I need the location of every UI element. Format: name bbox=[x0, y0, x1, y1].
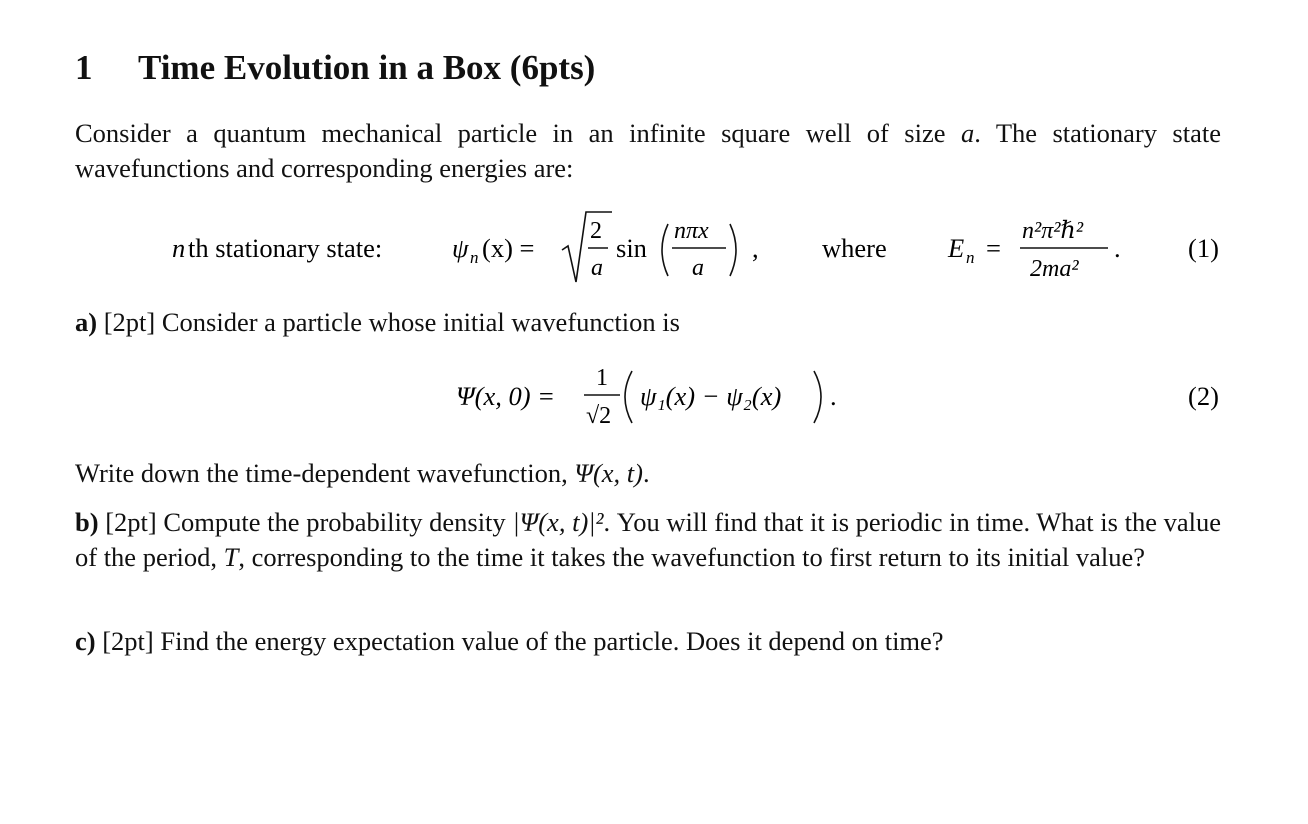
part-c-line bbox=[75, 624, 944, 659]
part-b-points: [2pt] bbox=[105, 507, 157, 537]
intro-paragraph bbox=[75, 116, 1221, 186]
eq1-psi-sub: n bbox=[470, 248, 479, 267]
sqrt-sign bbox=[562, 212, 612, 282]
eq2-lhs: Ψ(x, 0) = bbox=[456, 381, 556, 411]
eq1-label-n: n bbox=[172, 233, 186, 263]
part-b-var-T: T bbox=[223, 542, 239, 572]
part-b-text-after: , corresponding to the time it takes the wavefunction to first return to its initial value? bbox=[238, 542, 1146, 572]
intro-var-a: a bbox=[960, 118, 975, 148]
part-a-after-math: Ψ(x, t) bbox=[574, 458, 643, 488]
right-paren bbox=[730, 224, 736, 276]
part-a-points: [2pt] bbox=[103, 307, 156, 337]
section-title: Time Evolution in a Box (6pts) bbox=[138, 48, 596, 87]
part-c-text: Find the energy expectation value of the particle. Does it depend on time? bbox=[160, 626, 944, 656]
eq1-period: . bbox=[1114, 233, 1121, 263]
eq1-where: where bbox=[822, 233, 887, 263]
eq1-arg-num: nπx bbox=[674, 218, 709, 244]
eq1-equals: = bbox=[986, 233, 1001, 263]
eq2-period: . bbox=[830, 381, 837, 411]
part-c-label: c) bbox=[75, 626, 96, 656]
equation-2 bbox=[0, 355, 1308, 440]
part-c-points: [2pt] bbox=[102, 626, 154, 656]
part-a-text: Consider a particle whose initial wavefunction is bbox=[161, 307, 680, 337]
part-b-math: |Ψ(x, t)|² bbox=[512, 507, 604, 537]
eq1-sin: sin bbox=[616, 233, 647, 263]
eq2-left-paren bbox=[625, 371, 632, 423]
eq1-comma: , bbox=[752, 233, 759, 263]
intro-text-after: . The stationary state wavefunctions and corresponding energies are: bbox=[75, 118, 1221, 183]
part-b-text-mid: . You will find that it is periodic in time. What is the value of the period, bbox=[75, 507, 1221, 572]
part-a-after-end: . bbox=[643, 458, 650, 488]
part-a-after-text: Write down the time-dependent wavefunction, bbox=[75, 458, 575, 488]
equation-1 bbox=[0, 200, 1308, 300]
eq2-body: ψ₁(x) − ψ₂(x) bbox=[640, 381, 782, 411]
eq2-right-paren bbox=[814, 371, 821, 423]
section-number: 1 bbox=[75, 48, 93, 87]
intro-text-before: Consider a quantum mechanical particle in an infinite square well of size bbox=[75, 118, 961, 148]
part-a-instruction bbox=[75, 456, 650, 491]
eq1-E-num: n²π²ℏ² bbox=[1022, 218, 1084, 244]
eq1-label-rest: th stationary state: bbox=[188, 233, 383, 263]
part-a-line bbox=[75, 305, 680, 340]
eq1-sqrt-num: 2 bbox=[590, 218, 602, 244]
eq2-frac-den: √2 bbox=[586, 403, 612, 429]
eq2-tag: (2) bbox=[1188, 381, 1219, 411]
eq2-frac-num: 1 bbox=[596, 365, 608, 391]
part-b-paragraph bbox=[75, 505, 1221, 575]
eq1-arg-den: a bbox=[692, 255, 704, 281]
left-paren bbox=[662, 224, 668, 276]
eq1-E: E bbox=[948, 233, 965, 263]
eq1-psi: ψ bbox=[452, 233, 469, 263]
part-b-label: b) bbox=[75, 507, 99, 537]
eq1-E-sub: n bbox=[966, 248, 975, 267]
part-b-text-before: Compute the probability density bbox=[163, 507, 513, 537]
part-a-label: a) bbox=[75, 307, 98, 337]
eq1-E-den: 2ma² bbox=[1030, 256, 1079, 282]
eq1-psi-arg: (x) = bbox=[482, 233, 535, 263]
eq1-sqrt-den: a bbox=[591, 255, 603, 281]
eq1-tag: (1) bbox=[1188, 233, 1219, 263]
